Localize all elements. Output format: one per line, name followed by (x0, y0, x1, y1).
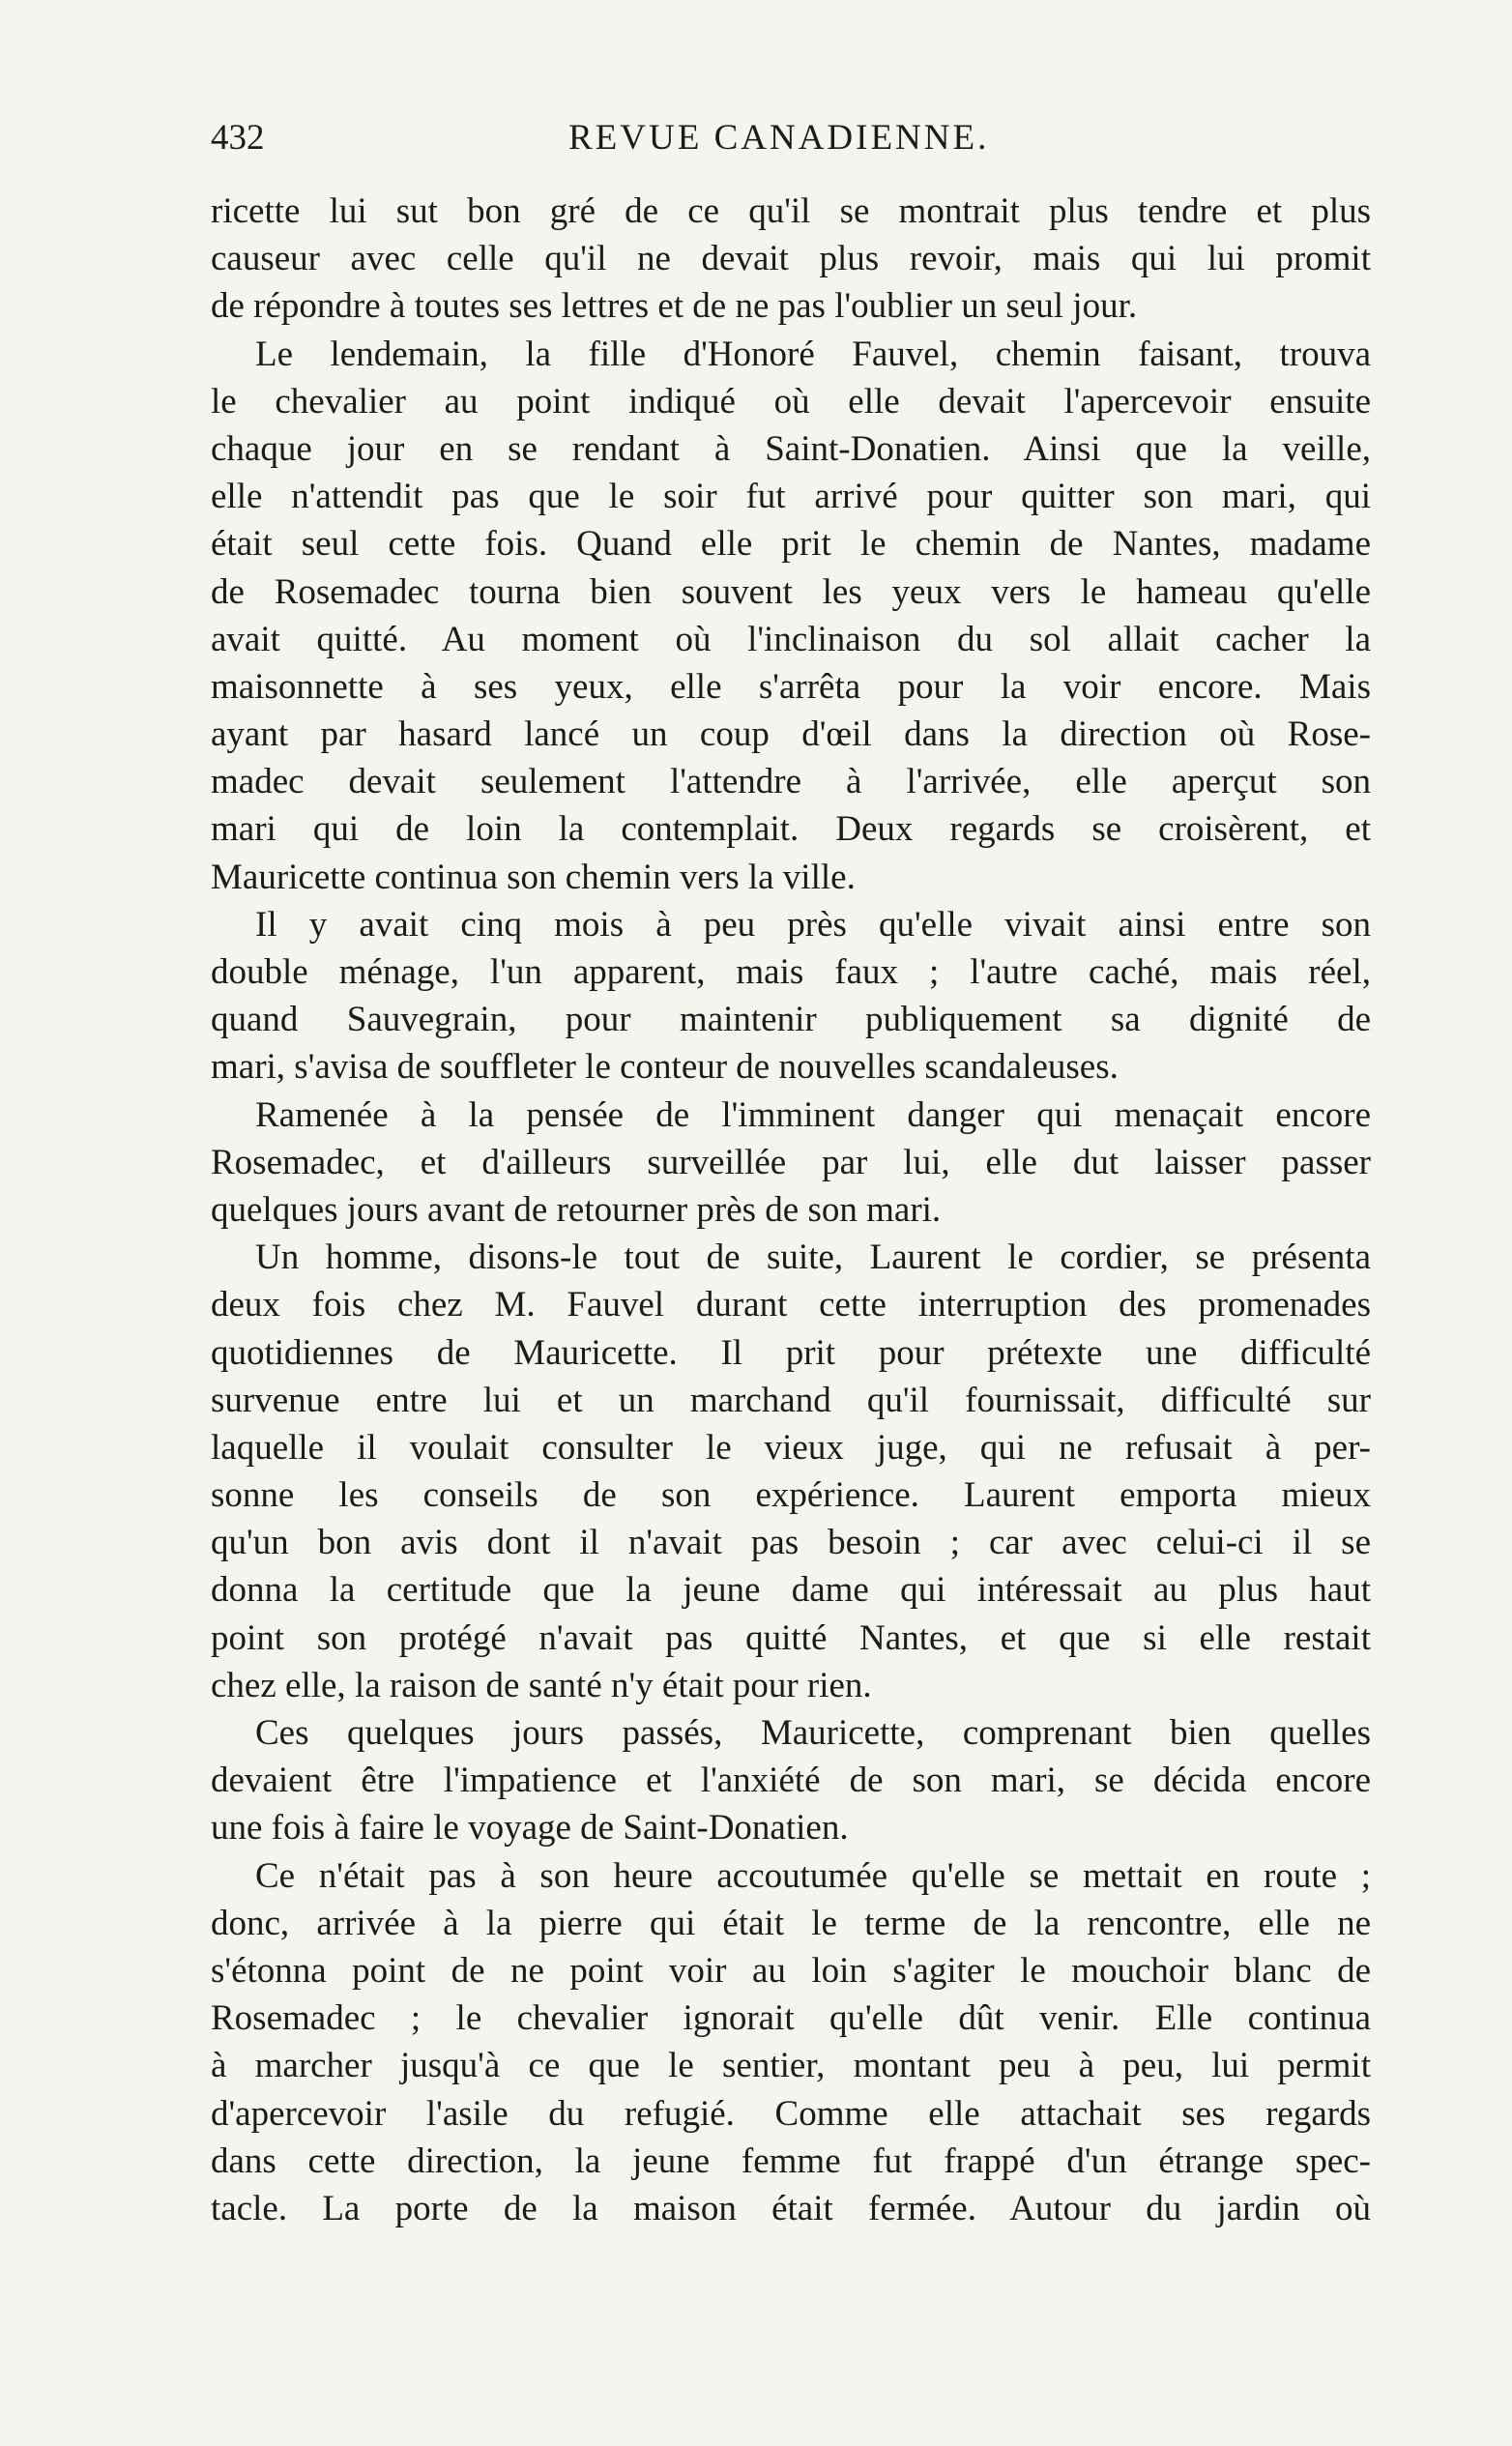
text-line: maisonnette à ses yeux, elle s'arrêta pour la voir encore. Mais (211, 666, 1371, 707)
text-line: était seul cette fois. Quand elle prit le chemin de Nantes, madame (211, 524, 1371, 565)
text-line: donna la certitude que la jeune dame qui intéressait au plus haut (211, 1570, 1371, 1611)
text-line: survenue entre lui et un marchand qu'il fournissait, difficulté sur (211, 1380, 1371, 1420)
text-line: Ces quelques jours passés, Mauricette, comprenant bien quelles (255, 1713, 1371, 1753)
page-header (211, 114, 1371, 162)
body-text (211, 188, 1371, 2232)
text-line: de Rosemadec tourna bien souvent les yeux vers le hameau qu'elle (211, 571, 1371, 612)
text-line: Rosemadec, et d'ailleurs surveillée par lui, elle dut laisser passer (211, 1142, 1371, 1182)
text-line: s'étonna point de ne point voir au loin s'agiter le mouchoir blanc de (211, 1950, 1371, 1991)
text-line: chez elle, la raison de santé n'y était pour rien. (211, 1665, 872, 1705)
text-line: mari qui de loin la contemplait. Deux regards se croisèrent, et (211, 809, 1371, 850)
text-line: Ramenée à la pensée de l'imminent danger qui menaçait encore (255, 1094, 1371, 1135)
text-line: dans cette direction, la jeune femme fut frappé d'un étrange spec- (211, 2140, 1371, 2181)
text-line: ricette lui sut bon gré de ce qu'il se montrait plus tendre et plus (211, 191, 1371, 231)
text-line: d'apercevoir l'asile du refugié. Comme elle attachait ses regards (211, 2093, 1371, 2134)
text-line: à marcher jusqu'à ce que le sentier, montant peu à peu, lui permit (211, 2046, 1371, 2086)
text-line: ayant par hasard lancé un coup d'œil dans la direction où Rose- (211, 714, 1371, 755)
text-line: de répondre à toutes ses lettres et de ne pas l'oublier un seul jour. (211, 286, 1138, 327)
page-number: 432 (211, 118, 265, 158)
paragraph (211, 901, 1371, 1092)
text-line: Rosemadec ; le chevalier ignorait qu'elle dût venir. Elle continua (211, 1998, 1371, 2039)
text-line: avait quitté. Au moment où l'inclinaison du sol allait cacher la (211, 619, 1371, 659)
text-line: chaque jour en se rendant à Saint-Donatien. Ainsi que la veille, (211, 428, 1371, 469)
text-line: quelques jours avant de retourner près de son mari. (211, 1189, 942, 1230)
paragraph (211, 331, 1371, 901)
text-line: quand Sauvegrain, pour maintenir publiquement sa dignité de (211, 1000, 1371, 1040)
text-line: le chevalier au point indiqué où elle devait l'apercevoir ensuite (211, 381, 1371, 422)
text-line: Mauricette continua son chemin vers la ville. (211, 857, 856, 897)
text-line: elle n'attendit pas que le soir fut arrivé pour quitter son mari, qui (211, 477, 1371, 517)
text-line: deux fois chez M. Fauvel durant cette interruption des promenades (211, 1285, 1371, 1325)
text-line: Ce n'était pas à son heure accoutumée qu'elle se mettait en route ; (255, 1855, 1371, 1896)
paragraph (211, 188, 1371, 331)
text-line: point son protégé n'avait pas quitté Nantes, et que si elle restait (211, 1617, 1371, 1658)
paragraph (211, 1709, 1371, 1852)
text-line: donc, arrivée à la pierre qui était le terme de la rencontre, elle ne (211, 1903, 1371, 1943)
text-line: quotidiennes de Mauricette. Il prit pour prétexte une difficulté (211, 1332, 1371, 1373)
text-line: qu'un bon avis dont il n'avait pas besoin ; car avec celui-ci il se (211, 1523, 1371, 1563)
text-line: double ménage, l'un apparent, mais faux ; l'autre caché, mais réel, (211, 952, 1371, 992)
text-line: sonne les conseils de son expérience. Laurent emporta mieux (211, 1475, 1371, 1516)
text-line: causeur avec celle qu'il ne devait plus revoir, mais qui lui promit (211, 239, 1371, 279)
text-line: Le lendemain, la fille d'Honoré Fauvel, chemin faisant, trouva (255, 334, 1371, 374)
text-line: mari, s'avisa de souffleter le conteur de nouvelles scandaleuses. (211, 1047, 1119, 1088)
paragraph (211, 1234, 1371, 1709)
text-line: devaient être l'impatience et l'anxiété de son mari, se décida encore (211, 1761, 1371, 1801)
text-line: tacle. La porte de la maison était fermée. Autour du jardin où (211, 2188, 1371, 2228)
running-title: REVUE CANADIENNE. (568, 118, 990, 158)
text-line: une fois à faire le voyage de Saint-Donatien. (211, 1808, 849, 1849)
paragraph (211, 1092, 1371, 1235)
text-line: Un homme, disons-le tout de suite, Laurent le cordier, se présenta (255, 1238, 1371, 1278)
text-line: madec devait seulement l'attendre à l'arrivée, elle aperçut son (211, 762, 1371, 802)
paragraph (211, 1852, 1371, 2233)
text-line: Il y avait cinq mois à peu près qu'elle vivait ainsi entre son (255, 904, 1371, 945)
text-line: laquelle il voulait consulter le vieux juge, qui ne refusait à per- (211, 1427, 1371, 1468)
